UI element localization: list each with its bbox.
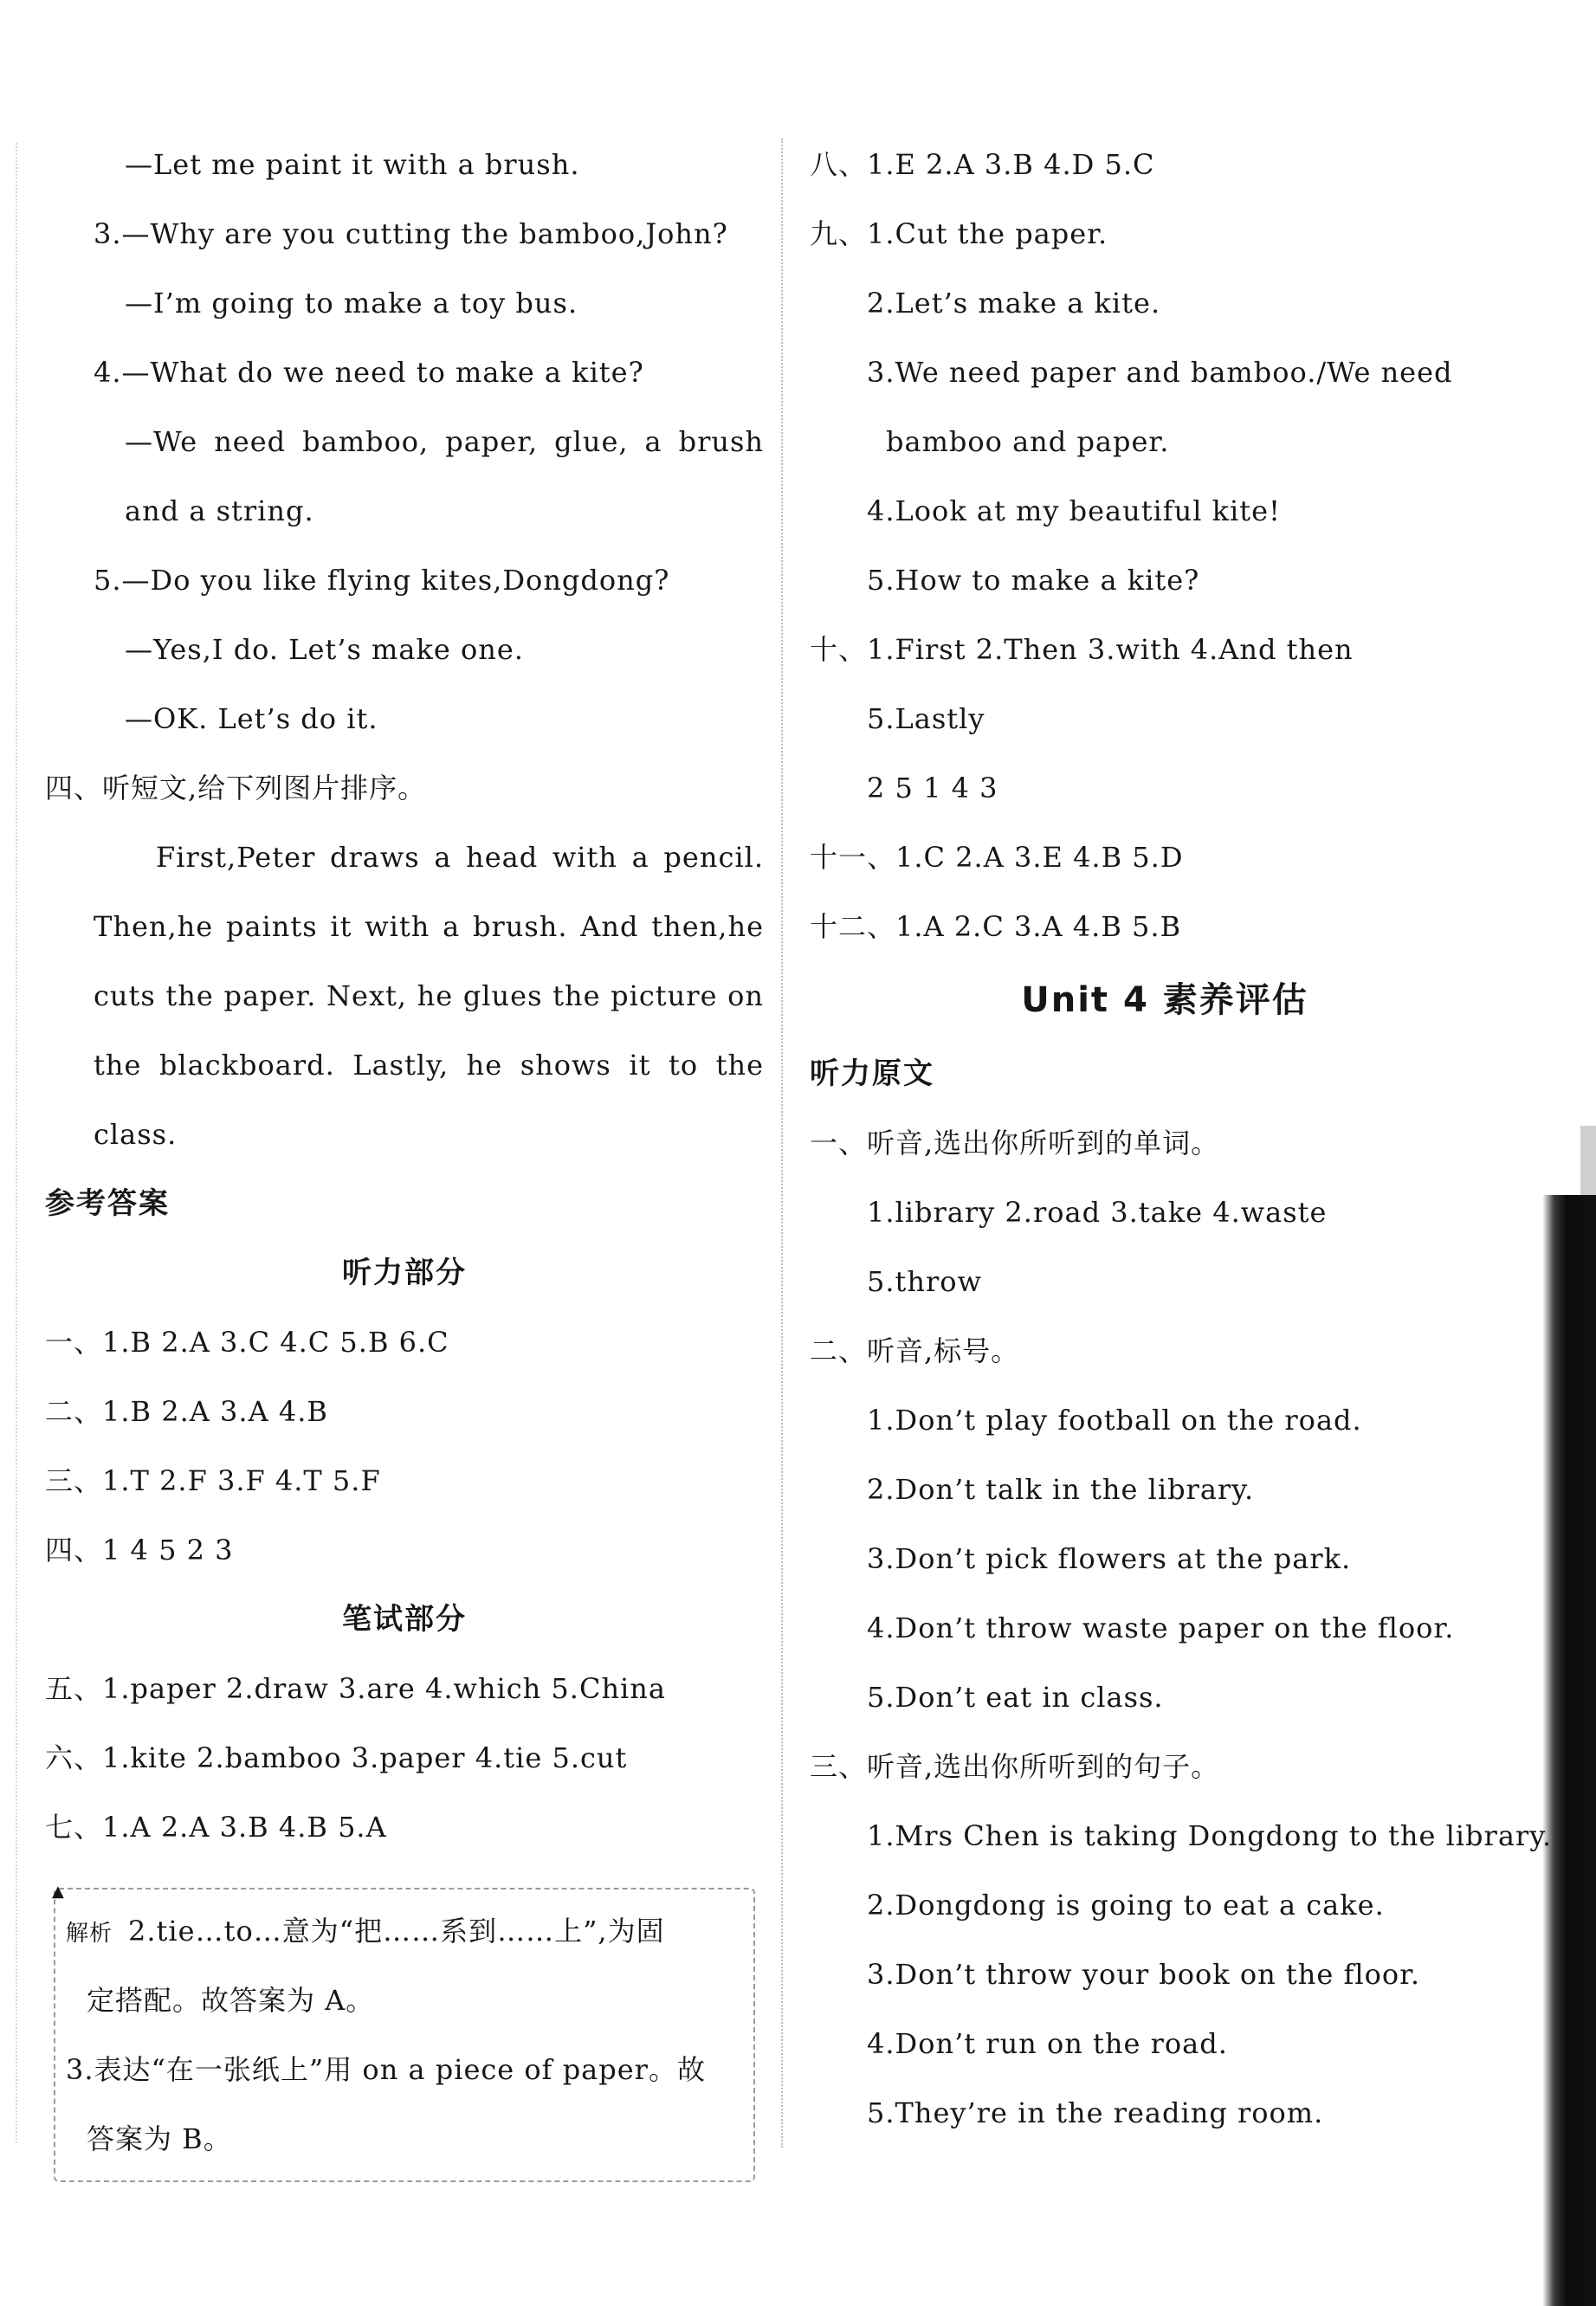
answer-row: 十二、1.A 2.C 3.A 4.B 5.B xyxy=(810,910,1182,943)
section-title: 四、听短文,给下列图片排序。 xyxy=(45,772,427,804)
sentence-item: 3.Don’t throw your book on the floor. xyxy=(867,1958,1421,1991)
word-list: 1.library 2.road 3.take 4.waste xyxy=(867,1196,1328,1229)
left-margin-rule xyxy=(16,143,17,2143)
answer-row: 一、1.B 2.A 3.C 4.C 5.B 6.C xyxy=(45,1326,449,1359)
section-title: 三、听音,选出你所听到的句子。 xyxy=(810,1750,1220,1783)
dialogue-line: 3.—Why are you cutting the bamboo,John? xyxy=(94,217,728,250)
answer-row: bamboo and paper. xyxy=(886,425,1170,458)
sentence-item: 4.Don’t throw waste paper on the floor. xyxy=(867,1612,1455,1644)
dialogue-line: 4.—What do we need to make a kite? xyxy=(94,356,644,389)
dialogue-line: —OK. Let’s do it. xyxy=(125,702,378,735)
sentence-item: 2.Dongdong is going to eat a cake. xyxy=(867,1889,1385,1922)
passage-line: Then,he paints it with a brush. And then,he xyxy=(94,910,764,943)
scan-shadow-edge xyxy=(1542,1195,1596,2306)
passage-line: cuts the paper. Next, he glues the picture on xyxy=(94,979,764,1012)
answer-row: 八、1.E 2.A 3.B 4.D 5.C xyxy=(810,148,1155,181)
passage-line: First,Peter draws a head with a pencil. xyxy=(156,841,764,874)
pin-icon: ▲ xyxy=(52,1883,64,1901)
answer-row: 2 5 1 4 3 xyxy=(867,772,998,804)
explanation-tag: 解析 xyxy=(66,1921,113,1947)
reference-answers-heading: 参考答案 xyxy=(45,1186,170,1221)
answer-row: 九、1.Cut the paper. xyxy=(810,217,1108,250)
sentence-item: 1.Don’t play football on the road. xyxy=(867,1404,1362,1437)
right-column xyxy=(810,130,1553,2148)
listening-text-heading: 听力原文 xyxy=(810,1056,934,1091)
answer-row: 四、1 4 5 2 3 xyxy=(45,1534,234,1566)
left-column xyxy=(45,130,764,2182)
column-divider xyxy=(781,139,783,2148)
answer-row: 3.We need paper and bamboo./We need xyxy=(867,356,1453,389)
answer-row: 七、1.A 2.A 3.B 4.B 5.A xyxy=(45,1811,387,1844)
listening-part-heading: 听力部分 xyxy=(342,1256,467,1290)
answer-row: 十一、1.C 2.A 3.E 4.B 5.D xyxy=(810,841,1184,874)
explanation-line xyxy=(66,1896,743,1966)
unit-title: Unit 4 素养评估 xyxy=(1021,980,1308,1020)
explanation-line: 答案为 B。 xyxy=(87,2122,232,2155)
answer-row: 4.Look at my beautiful kite! xyxy=(867,494,1281,527)
sentence-item: 5.Don’t eat in class. xyxy=(867,1681,1164,1714)
dialogue-line: —Yes,I do. Let’s make one. xyxy=(125,633,524,666)
answer-row: 2.Let’s make a kite. xyxy=(867,287,1161,320)
section-title: 二、听音,标号。 xyxy=(810,1334,1020,1367)
passage-line: the blackboard. Lastly, he shows it to the xyxy=(94,1049,764,1082)
dialogue-line: and a string. xyxy=(125,494,314,527)
explanation-line: 3.表达“在一张纸上”用 on a piece of paper。故 xyxy=(66,2053,706,2086)
section-title: 一、听音,选出你所听到的单词。 xyxy=(810,1127,1220,1159)
answer-row: 二、1.B 2.A 3.A 4.B xyxy=(45,1395,328,1428)
dialogue-line: 5.—Do you like flying kites,Dongdong? xyxy=(94,564,670,597)
sentence-item: 1.Mrs Chen is taking Dongdong to the library. xyxy=(867,1819,1553,1852)
answer-row: 5.How to make a kite? xyxy=(867,564,1200,597)
answer-row: 五、1.paper 2.draw 3.are 4.which 5.China xyxy=(45,1672,666,1705)
passage-line: class. xyxy=(94,1118,178,1151)
dialogue-line: —Let me paint it with a brush. xyxy=(125,148,580,181)
dialogue-line: —I’m going to make a toy bus. xyxy=(125,287,578,320)
sentence-item: 2.Don’t talk in the library. xyxy=(867,1473,1255,1506)
explanation-box xyxy=(52,1883,755,2182)
word-list: 5.throw xyxy=(867,1265,982,1298)
answer-row: 六、1.kite 2.bamboo 3.paper 4.tie 5.cut xyxy=(45,1741,628,1774)
explanation-line: 定搭配。故答案为 A。 xyxy=(87,1984,375,2017)
sentence-item: 3.Don’t pick flowers at the park. xyxy=(867,1542,1352,1575)
answer-row: 十、1.First 2.Then 3.with 4.And then xyxy=(810,633,1354,666)
sentence-item: 4.Don’t run on the road. xyxy=(867,2027,1228,2060)
scan-shadow-light xyxy=(1580,1126,1596,1204)
written-part-heading: 笔试部分 xyxy=(342,1602,467,1637)
sentence-item: 5.They’re in the reading room. xyxy=(867,2096,1324,2129)
answer-row: 5.Lastly xyxy=(867,702,985,735)
answer-row: 三、1.T 2.F 3.F 4.T 5.F xyxy=(45,1464,381,1497)
dialogue-line: —We need bamboo, paper, glue, a brush xyxy=(125,425,764,458)
explanation-text: 2.tie…to…意为“把……系到……上”,为固 xyxy=(128,1915,665,1948)
